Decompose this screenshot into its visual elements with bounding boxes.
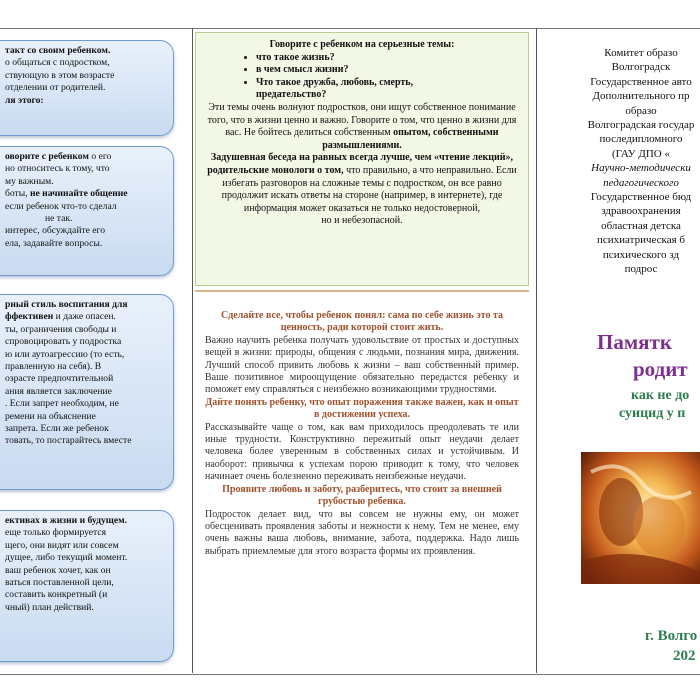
bubble-text: ела, задавайте вопросы. (5, 237, 103, 249)
org-line: образо (625, 104, 657, 117)
bubble-text: ля этого: (5, 94, 44, 106)
org-line: психиатрическая б (596, 234, 685, 247)
bubble-text: оворите с ребенком о его (5, 151, 112, 162)
organization-block (541, 46, 700, 277)
org-line: подрос (624, 263, 658, 276)
city-label: г. Волго (645, 628, 698, 644)
cover-column (537, 28, 700, 673)
middle-column (193, 28, 533, 673)
list-item: • что такое жизнь? (256, 52, 520, 65)
bubble-text: ективах в жизни и будущем. (5, 515, 128, 526)
bubble-text: не так. (45, 213, 73, 225)
paragraph: Задушевная беседа на равных всегда лучше, чем «чтение лекций», родительские монологи о том, что правильно, а что неправильно. Если избегать разговоров на сложные темы с подростком, он все равно продолжит искать ответы на стороне (например, в интернете), где информация может оказаться не только недостоверной, (207, 152, 517, 214)
org-line: Научно-методически (591, 162, 691, 175)
bubble-text: товать, то постарайтесь вместе (5, 435, 132, 447)
memo-subtitle: как не до (631, 388, 690, 403)
bubble-text: правленную на себя). В (5, 361, 102, 373)
bubble-text: му важным. (5, 175, 54, 187)
section-heading: Сделайте все, чтобы ребенок понял: сама по себе жизнь это та ценность, ради которой стоит жить. (221, 310, 503, 334)
bubble-text: рный стиль воспитания для (5, 299, 128, 310)
topics-list (204, 52, 520, 102)
memo-subtitle-line2: суицид у п (619, 406, 686, 421)
bubble-text: . Если запрет необходим, не (5, 398, 119, 410)
bubble-text: о общаться с подростком, (5, 57, 110, 69)
list-item: • в чем смысл жизни? (256, 64, 520, 77)
cover-photo (581, 452, 700, 584)
tip-bubble-future (0, 510, 174, 662)
org-line: последипломного (599, 133, 683, 146)
list-item: предательство? (256, 89, 327, 101)
bubble-text: ты, ограничения свободы и (5, 323, 117, 335)
org-line: Волгоградская государ (587, 119, 695, 132)
bubble-text: составить конкретный (и (5, 589, 108, 601)
memo-title-line2: родит (633, 357, 688, 381)
bubble-text: ффективен и даже опасен. (5, 311, 116, 323)
memo-title: Памятк (597, 330, 672, 354)
org-line: Государственное авто (590, 75, 692, 88)
paragraph: но и небезопасной. (321, 215, 403, 227)
org-line: областная детска (601, 219, 681, 232)
year-label: 202 (673, 648, 696, 664)
bubble-text: дущее, либо текущий момент. (5, 552, 128, 564)
bubble-text: ваться поставленной цели, (5, 577, 114, 589)
bubble-text: озрасте предпочтительной (5, 373, 114, 385)
bubble-text: отделении от родителей. (5, 82, 106, 94)
org-line: Комитет образо (604, 47, 678, 59)
paragraph: Эти темы очень волнуют подростков, они ищут собственное понимание того, что в жизни ценно и важно. Говорите о том, что ценно в жизни для вас. Не бойтесь делиться собственным опытом, собственными размышлениями. (207, 101, 517, 151)
bubble-text: щего, они видят или совсем (5, 539, 119, 551)
org-line: Волгоградск (611, 61, 671, 74)
advice-box (195, 290, 529, 670)
org-line: (ГАУ ДПО « (612, 147, 670, 160)
bubble-text: ствующую в этом возрасте (5, 69, 115, 81)
section-heading: Проявите любовь и заботу, разберитесь, что стоит за внешней грубостью ребенка. (222, 483, 502, 508)
bubble-text: чный) план действий. (5, 601, 94, 613)
bubble-text: ремени на объяснение (5, 410, 96, 422)
paragraph: Подросток делает вид, что вы совсем не нужны ему, он может обесценивать проявления заботы и нежности к нему. Тем не менее, ему очень важны ваша любовь, внимание, забота, поддержка. Надо лишь выбрать приемлемые для этого возраста формы их проявления. (205, 508, 519, 557)
bubble-text: ваш ребенок хочет, как он (5, 564, 111, 576)
org-line: педагогического (603, 176, 679, 189)
tip-bubble-contact (0, 40, 174, 136)
left-column (0, 28, 192, 673)
list-item: • Что такое дружба, любовь, смерть, (256, 77, 520, 90)
paragraph: Рассказывайте чаще о том, как вам приходилось преодолевать те или иные трудности. Конструктивно пережитый опыт неудачи делает человека более уверенным в собственных силах и устойчивым. И наоборот: привычка к успехам порою приводит к тому, что человек начинает очень болезненно переживать неизбежные неудачи. (205, 421, 519, 483)
bubble-text: если ребенок что-то сделал (5, 200, 117, 212)
serious-topics-box (195, 32, 529, 286)
org-line: здравоохранения (601, 205, 681, 218)
bubble-text: боты, не начинайте общение (5, 188, 128, 200)
section-title: Говорите с ребенком на серьезные темы: (269, 39, 455, 50)
paragraph: Важно научить ребенка получать удовольствие от простых и доступных вещей в жизни: природы, общения с людьми, познания мира, движения. Лучший способ привить любовь к жизни – ваш собственный пример. Ваше позитивное мироощущение обязательно передастся ребенку и поможет ему справляться с неизбежно возникающими трудностями. (205, 334, 519, 396)
bubble-text: такт со своим ребенком. (5, 45, 111, 56)
bubble-text: но относитесь к тому, что (5, 163, 110, 175)
tip-bubble-talk (0, 146, 174, 276)
bubble-text: интерес, обсуждайте его (5, 225, 106, 237)
bubble-text: спровоцировать у подростка (5, 336, 122, 348)
bubble-text: еще только формируется (5, 527, 107, 539)
bubble-text: запрета. Если же ребенок (5, 423, 109, 435)
bubble-text: ания является заключение (5, 385, 112, 397)
section-heading: Дайте понять ребенку, что опыт поражения также важен, как и опыт в достижении успеха. (205, 396, 519, 421)
org-line: Дополнительного пр (592, 90, 690, 103)
tip-bubble-style (0, 294, 174, 490)
org-line: Государственное бюд (590, 191, 692, 204)
org-line: психического зд (602, 248, 680, 261)
bubble-text: ю или аутоагрессию (то есть, (5, 348, 125, 360)
